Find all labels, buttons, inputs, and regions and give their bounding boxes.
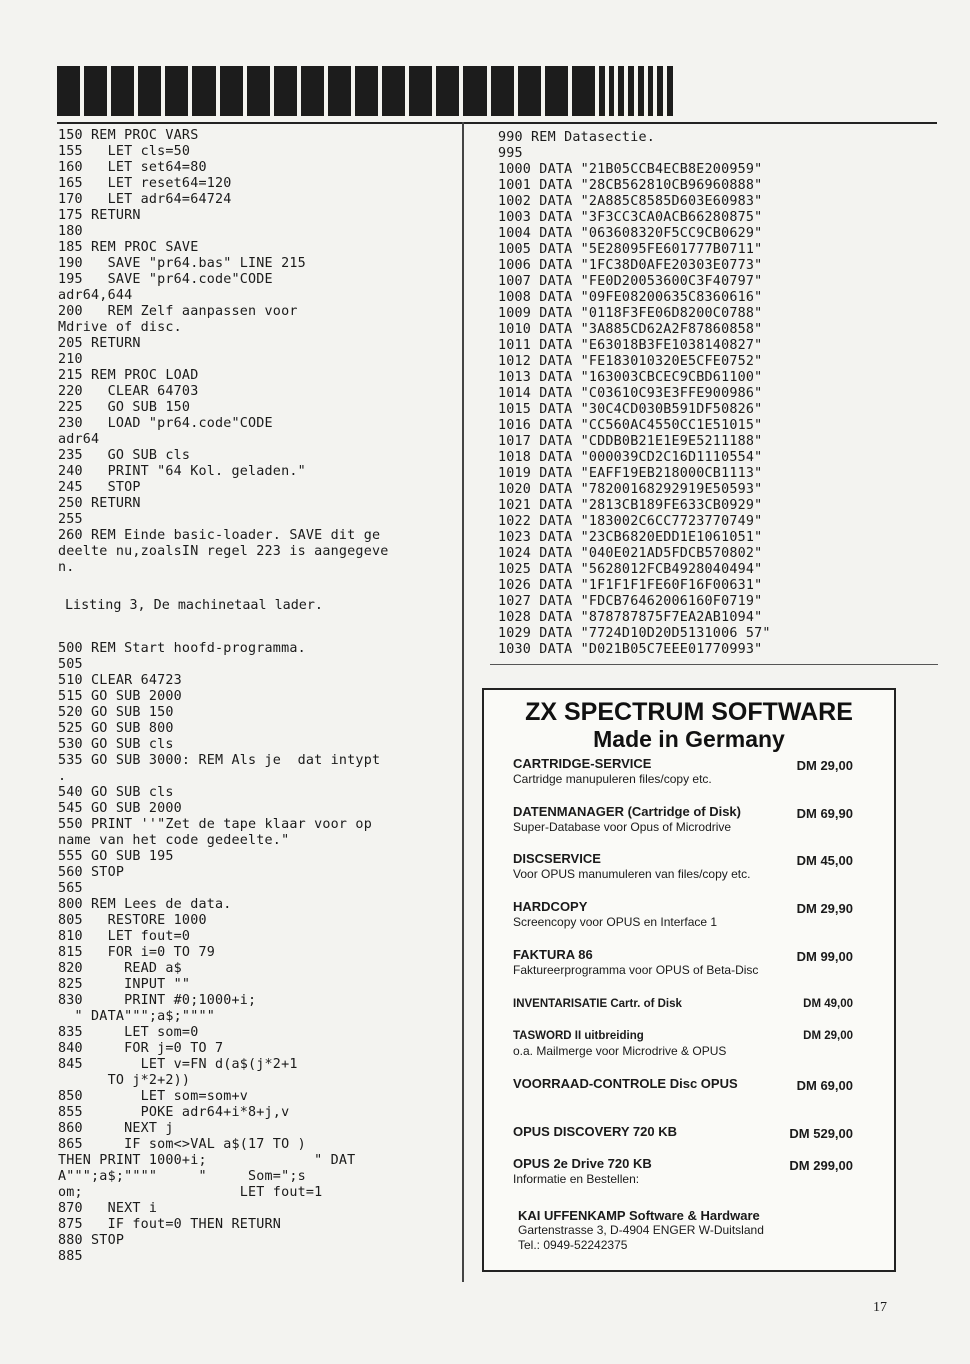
ad-item bbox=[513, 947, 873, 978]
ad-item-desc: Screencopy voor OPUS en Interface 1 bbox=[513, 915, 718, 929]
ad-item-price: DM 29,90 bbox=[796, 901, 853, 916]
ad-item bbox=[513, 996, 873, 1012]
section-divider bbox=[490, 664, 938, 665]
code-line: adr64 bbox=[58, 432, 100, 447]
code-line: 1009 DATA "0118F3FE06D8200C0788" bbox=[498, 306, 763, 321]
code-line: . bbox=[58, 769, 67, 784]
ad-item-price: DM 99,00 bbox=[796, 949, 853, 964]
code-line: 160 LET set64=80 bbox=[58, 160, 207, 175]
ad-item-desc: Informatie en Bestellen: bbox=[513, 1172, 640, 1186]
ad-item-price: DM 69,90 bbox=[796, 806, 853, 821]
code-line: 550 PRINT ''"Zet de tape klaar voor op bbox=[58, 817, 372, 832]
code-line: adr64,644 bbox=[58, 288, 133, 303]
code-line: 840 FOR j=0 TO 7 bbox=[58, 1041, 224, 1056]
ad-item-price: DM 299,00 bbox=[789, 1158, 853, 1173]
code-line: 880 STOP bbox=[58, 1233, 125, 1248]
code-line: 1006 DATA "1FC38D0AFE20303E0773" bbox=[498, 258, 763, 273]
ad-subtitle: Made in Germany bbox=[593, 726, 785, 752]
ad-item-price: DM 49,00 bbox=[803, 998, 853, 1010]
code-line: name van het code gedeelte." bbox=[58, 833, 290, 848]
code-line: 560 STOP bbox=[58, 865, 125, 880]
code-line: 1026 DATA "1F1F1F1FE60F16F00631" bbox=[498, 578, 763, 593]
basic-listing-left-2 bbox=[58, 641, 380, 1265]
code-line: 530 GO SUB cls bbox=[58, 737, 174, 752]
code-line: 805 RESTORE 1000 bbox=[58, 913, 207, 928]
ad-item-name: INVENTARISATIE Cartr. of Disk bbox=[513, 998, 682, 1010]
code-line: 1010 DATA "3A885CD62A2F87860858" bbox=[498, 322, 763, 337]
code-line: 155 LET cls=50 bbox=[58, 144, 191, 159]
ad-item-price: DM 529,00 bbox=[789, 1126, 853, 1141]
code-line: 520 GO SUB 150 bbox=[58, 705, 174, 720]
ad-item-price: DM 29,00 bbox=[803, 1030, 853, 1042]
code-line: deelte nu,zoalsIN regel 223 is aangegeve bbox=[58, 544, 389, 559]
code-line: 175 RETURN bbox=[58, 208, 141, 223]
code-line: 875 IF fout=0 THEN RETURN bbox=[58, 1217, 282, 1232]
listing-caption: Listing 3, De machinetaal lader. bbox=[65, 598, 323, 613]
code-line: 865 IF som<>VAL a$(17 TO ) bbox=[58, 1137, 306, 1152]
code-line: 1007 DATA "FE0D20053600C3F40797" bbox=[498, 274, 763, 289]
ad-item-desc: Faktureerprogramma voor OPUS of Beta-Disc bbox=[513, 963, 759, 977]
data-listing-right bbox=[498, 130, 938, 658]
code-line: 235 GO SUB cls bbox=[58, 448, 191, 463]
code-line: 1027 DATA "FDCB76462006160F0719" bbox=[498, 594, 763, 609]
code-line: 1015 DATA "30C4CD030B591DF50826" bbox=[498, 402, 763, 417]
code-line: 1000 DATA "21B05CCB4ECB8E200959" bbox=[498, 162, 763, 177]
code-line: 180 bbox=[58, 224, 83, 239]
code-line: 1001 DATA "28CB562810CB96960888" bbox=[498, 178, 763, 193]
code-line: 830 PRINT #0;1000+i; bbox=[58, 993, 257, 1008]
ad-item-desc: Super-Database voor Opus of Microdrive bbox=[513, 820, 732, 834]
code-line: 1008 DATA "09FE08200635C8360616" bbox=[498, 290, 763, 305]
code-line: 1016 DATA "CC560AC4550CC1E51015" bbox=[498, 418, 763, 433]
column-divider bbox=[462, 122, 464, 1282]
vendor-name: KAI UFFENKAMP Software & Hardware bbox=[518, 1208, 760, 1223]
ad-item bbox=[513, 1124, 873, 1140]
header-rule bbox=[57, 122, 937, 124]
code-line: 1020 DATA "78200168292919E50593" bbox=[498, 482, 763, 497]
code-line: 240 PRINT "64 Kol. geladen." bbox=[58, 464, 306, 479]
code-line: 230 LOAD "pr64.code"CODE bbox=[58, 416, 273, 431]
code-line: 165 LET reset64=120 bbox=[58, 176, 232, 191]
code-line: 1022 DATA "183002C6CC7723770749" bbox=[498, 514, 763, 529]
vendor-address: Gartenstrasse 3, D-4904 ENGER W-Duitsland bbox=[518, 1223, 764, 1237]
code-line: om; LET fout=1 bbox=[58, 1185, 323, 1200]
code-line: 245 STOP bbox=[58, 480, 141, 495]
code-line: 1018 DATA "000039CD2C16D1110554" bbox=[498, 450, 763, 465]
ad-item-desc: Cartridge manupuleren files/copy etc. bbox=[513, 772, 712, 786]
code-line: 545 GO SUB 2000 bbox=[58, 801, 182, 816]
code-line: 1019 DATA "EAFF19EB218000CB1113" bbox=[498, 466, 763, 481]
ad-item bbox=[513, 1028, 873, 1059]
code-line: 1003 DATA "3F3CC3CA0ACB66280875" bbox=[498, 210, 763, 225]
ad-item bbox=[513, 851, 873, 882]
advertisement bbox=[482, 688, 896, 1272]
code-line: 210 bbox=[58, 352, 83, 367]
code-line: 185 REM PROC SAVE bbox=[58, 240, 199, 255]
code-line: 1013 DATA "163003CBCEC9CBD61100" bbox=[498, 370, 763, 385]
code-line: 190 SAVE "pr64.bas" LINE 215 bbox=[58, 256, 306, 271]
code-line: 990 REM Datasectie. bbox=[498, 130, 655, 145]
ad-item-name: HARDCOPY bbox=[513, 899, 588, 914]
code-line: 215 REM PROC LOAD bbox=[58, 368, 199, 383]
code-line: 250 RETURN bbox=[58, 496, 141, 511]
ad-item bbox=[513, 756, 873, 787]
code-line: 205 RETURN bbox=[58, 336, 141, 351]
ad-item bbox=[513, 804, 873, 835]
code-line: 260 REM Einde basic-loader. SAVE dit ge bbox=[58, 528, 381, 543]
code-line: 150 REM PROC VARS bbox=[58, 128, 199, 143]
code-line: 1011 DATA "E63018B3FE1038140827" bbox=[498, 338, 763, 353]
code-line: 195 SAVE "pr64.code"CODE bbox=[58, 272, 273, 287]
ad-item bbox=[513, 899, 873, 930]
code-line: 835 LET som=0 bbox=[58, 1025, 199, 1040]
code-line: 855 POKE adr64+i*8+j,v bbox=[58, 1105, 290, 1120]
code-line: 1014 DATA "C03610C93E3FFE900986" bbox=[498, 386, 763, 401]
code-line: 1017 DATA "CDDB0B21E1E9E5211188" bbox=[498, 434, 763, 449]
code-line: TO j*2+2)) bbox=[58, 1073, 191, 1088]
code-line: 1024 DATA "040E021AD5FDCB570802" bbox=[498, 546, 763, 561]
code-line: 535 GO SUB 3000: REM Als je dat intypt bbox=[58, 753, 381, 768]
code-line: 565 bbox=[58, 881, 83, 896]
code-line: 505 bbox=[58, 657, 83, 672]
code-line: 1012 DATA "FE183010320E5CFE0752" bbox=[498, 354, 763, 369]
code-line: Mdrive of disc. bbox=[58, 320, 182, 335]
code-line: 555 GO SUB 195 bbox=[58, 849, 174, 864]
code-line: 1023 DATA "23CB6820EDD1E1061051" bbox=[498, 530, 763, 545]
code-line: 845 LET v=FN d(a$(j*2+1 bbox=[58, 1057, 298, 1072]
code-line: 995 bbox=[498, 146, 523, 161]
code-line: 200 REM Zelf aanpassen voor bbox=[58, 304, 298, 319]
code-line: 1005 DATA "5E28095FE601777B0711" bbox=[498, 242, 763, 257]
code-line: 170 LET adr64=64724 bbox=[58, 192, 232, 207]
code-line: " DATA""";a$;"""" bbox=[58, 1009, 215, 1024]
ad-item-name: DISCSERVICE bbox=[513, 851, 601, 866]
code-line: 1021 DATA "2813CB189FE633CB0929" bbox=[498, 498, 763, 513]
ad-item bbox=[513, 1076, 873, 1092]
code-line: 870 NEXT i bbox=[58, 1201, 158, 1216]
code-line: 1029 DATA "7724D10D20D5131006 57" bbox=[498, 626, 771, 641]
code-line: 525 GO SUB 800 bbox=[58, 721, 174, 736]
ad-item-name: VOORRAAD-CONTROLE Disc OPUS bbox=[513, 1076, 738, 1091]
page-number: 17 bbox=[873, 1300, 887, 1315]
code-line: n. bbox=[58, 560, 75, 575]
ad-item-desc: Voor OPUS manumuleren van files/copy etc. bbox=[513, 867, 751, 881]
code-line: 815 FOR i=0 TO 79 bbox=[58, 945, 215, 960]
code-line: 820 READ a$ bbox=[58, 961, 182, 976]
code-line: 1002 DATA "2A885C8585D603E60983" bbox=[498, 194, 763, 209]
ad-item-price: DM 69,00 bbox=[796, 1078, 853, 1093]
code-line: 885 bbox=[58, 1249, 83, 1264]
ad-title: ZX SPECTRUM SOFTWARE bbox=[525, 698, 853, 726]
code-line: A""";a$;"""" " Som=";s bbox=[58, 1169, 306, 1184]
ad-item bbox=[513, 1156, 873, 1187]
ad-item-name: FAKTURA 86 bbox=[513, 947, 593, 962]
code-line: 510 CLEAR 64723 bbox=[58, 673, 182, 688]
code-line: 225 GO SUB 150 bbox=[58, 400, 191, 415]
vendor-info bbox=[518, 1208, 764, 1253]
code-line: 220 CLEAR 64703 bbox=[58, 384, 199, 399]
code-line: 850 LET som=som+v bbox=[58, 1089, 249, 1104]
code-line: 810 LET fout=0 bbox=[58, 929, 191, 944]
code-line: 1030 DATA "D021B05C7EEE01770993" bbox=[498, 642, 763, 657]
code-line: 540 GO SUB cls bbox=[58, 785, 174, 800]
ad-item-name: OPUS DISCOVERY 720 KB bbox=[513, 1124, 677, 1139]
code-line: 1025 DATA "5628012FCB4928040494" bbox=[498, 562, 763, 577]
ad-item-price: DM 45,00 bbox=[796, 853, 853, 868]
ad-item-name: CARTRIDGE-SERVICE bbox=[513, 756, 652, 771]
code-line: 860 NEXT j bbox=[58, 1121, 174, 1136]
code-line: 1004 DATA "063608320F5CC9CB0629" bbox=[498, 226, 763, 241]
code-line: 255 bbox=[58, 512, 83, 527]
code-line: 500 REM Start hoofd-programma. bbox=[58, 641, 306, 656]
ad-item-price: DM 29,00 bbox=[796, 758, 853, 773]
code-line: 1028 DATA "878787875F7EA2AB1094" bbox=[498, 610, 763, 625]
code-line: 800 REM Lees de data. bbox=[58, 897, 232, 912]
ad-item-desc: o.a. Mailmerge voor Microdrive & OPUS bbox=[513, 1044, 727, 1058]
vendor-phone: Tel.: 0949-52242375 bbox=[518, 1238, 628, 1252]
code-line: 515 GO SUB 2000 bbox=[58, 689, 182, 704]
ad-item-name: OPUS 2e Drive 720 KB bbox=[513, 1156, 652, 1171]
ad-item-name: DATENMANAGER (Cartridge of Disk) bbox=[513, 804, 741, 819]
code-line: 825 INPUT "" bbox=[58, 977, 191, 992]
ad-item-name: TASWORD II uitbreiding bbox=[513, 1030, 644, 1042]
basic-listing-left bbox=[58, 128, 458, 576]
code-line: THEN PRINT 1000+i; " DAT bbox=[58, 1153, 356, 1168]
header-decoration bbox=[57, 66, 673, 116]
